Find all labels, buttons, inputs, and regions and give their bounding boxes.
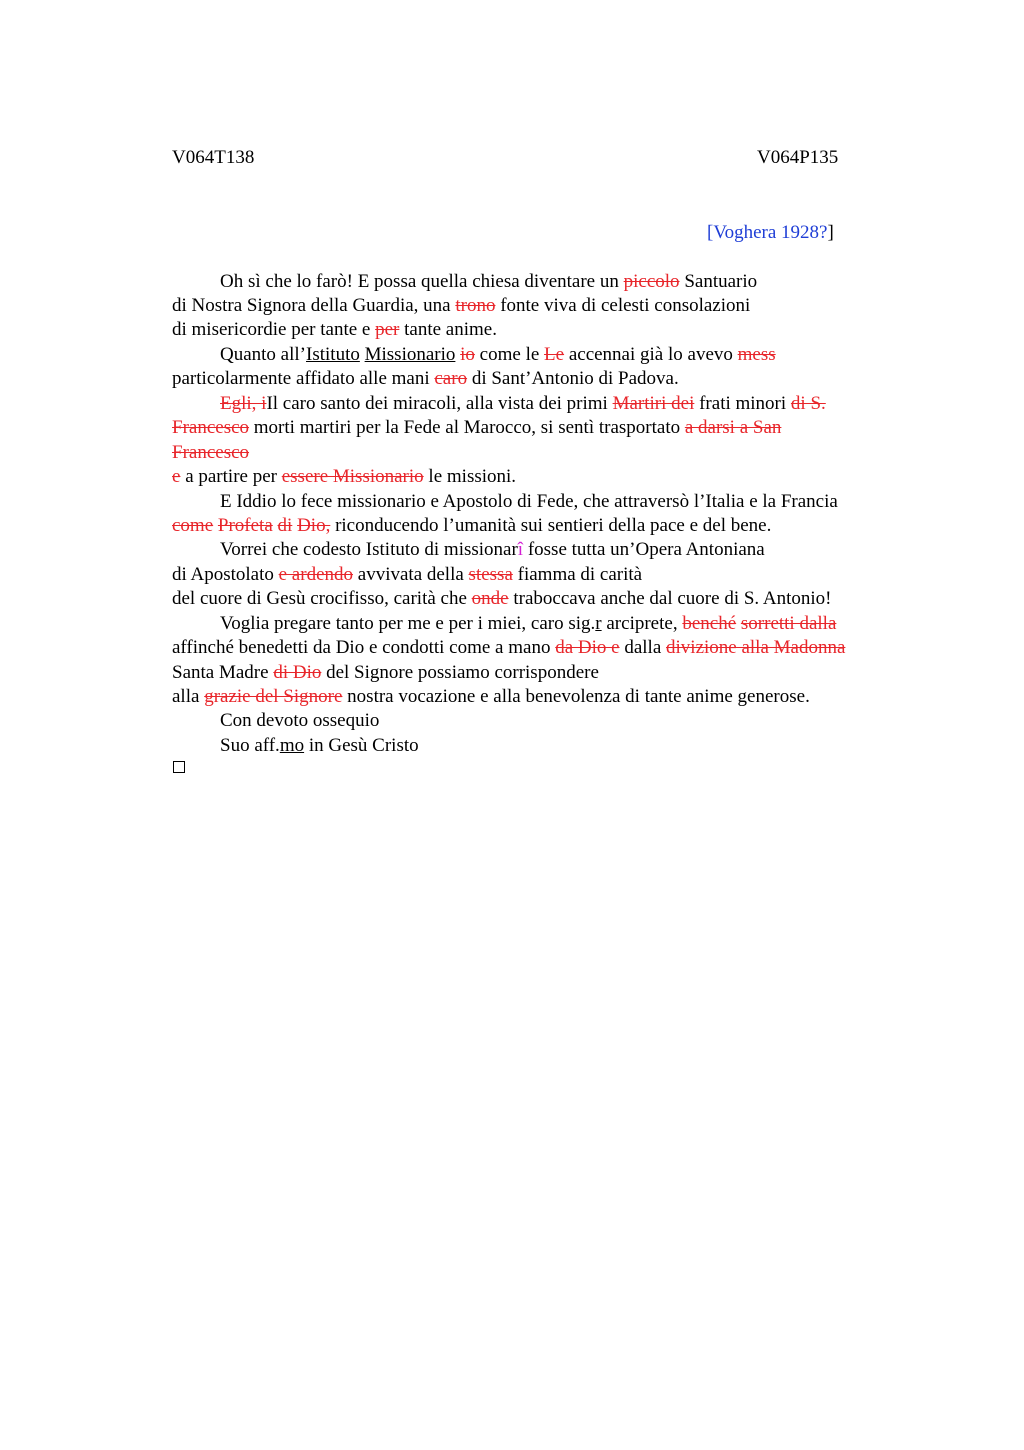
- text-run: fonte viva di celesti consolazioni: [495, 295, 751, 316]
- text-run: fiamma di carità: [512, 564, 643, 585]
- letter-line: [172, 515, 771, 537]
- deleted-text: mess: [737, 344, 776, 365]
- text-run: dalla: [619, 637, 667, 658]
- letter-line: [220, 491, 838, 513]
- text-run: Voglia pregare tanto per me e per i miei, caro sig.: [220, 613, 596, 634]
- dateline: [707, 222, 834, 244]
- document-code-left: V064T138: [172, 147, 255, 168]
- text-run: di misericordie per tante e: [172, 319, 376, 340]
- dateline-bracket-close: ]: [827, 222, 834, 243]
- letter-line: [220, 393, 826, 415]
- letter-line: [172, 637, 845, 659]
- text-run: in Gesù Cristo: [304, 735, 419, 756]
- deleted-text: divizione alla Madonna: [666, 637, 846, 658]
- text-run: Santa Madre: [172, 662, 274, 683]
- text-run: arciprete,: [601, 613, 683, 634]
- text-run: traboccava anche dal cuore di S. Antonio!: [508, 588, 832, 609]
- deleted-text: Francesco: [172, 442, 250, 463]
- text-run: a partire per: [180, 466, 282, 487]
- deleted-text: di: [277, 515, 293, 536]
- text-run: di Nostra Signora della Guardia, una: [172, 295, 456, 316]
- deleted-text: e: [172, 466, 181, 487]
- underlined-text: Missionario: [364, 344, 456, 365]
- letter-line: [172, 442, 249, 464]
- text-run: le missioni.: [423, 466, 517, 487]
- text-run: alla: [172, 686, 205, 707]
- text-run: di Apostolato: [172, 564, 279, 585]
- text-run: di Sant’Antonio di Padova.: [467, 368, 679, 389]
- text-run: nostra vocazione e alla benevolenza di tante anime generose.: [342, 686, 810, 707]
- text-run: come le: [474, 344, 545, 365]
- letter-line: [172, 319, 497, 341]
- deleted-text: Egli, i: [220, 393, 267, 414]
- deleted-text: benché: [682, 613, 737, 634]
- text-run: del cuore di Gesù crocifisso, carità che: [172, 588, 472, 609]
- text-run: Quanto all’: [220, 344, 307, 365]
- text-run: riconducendo l’umanità sui sentieri della pace e del bene.: [330, 515, 772, 536]
- letter-line: [172, 368, 679, 390]
- underlined-text: Istituto: [306, 344, 360, 365]
- text-run: E Iddio lo fece missionario e Apostolo di Fede, che attraversò l’Italia e la Francia: [220, 491, 838, 512]
- letter-line: [172, 588, 831, 610]
- deleted-text: e ardendo: [278, 564, 354, 585]
- deleted-text: onde: [471, 588, 509, 609]
- deleted-text: di S.: [790, 393, 826, 414]
- letter-line: [172, 564, 642, 586]
- deleted-text: io: [460, 344, 475, 365]
- deleted-text: Martiri dei: [612, 393, 695, 414]
- text-run: Con devoto ossequio: [220, 710, 380, 731]
- text-run: fosse tutta un’Opera Antoniana: [523, 539, 765, 560]
- deleted-text: Francesco: [172, 417, 250, 438]
- text-run: particolarmente affidato alle mani: [172, 368, 435, 389]
- underlined-text: r: [595, 613, 602, 634]
- letter-line: [220, 613, 836, 635]
- text-run: accennai già lo avevo: [564, 344, 738, 365]
- text-run: Santuario: [679, 271, 758, 292]
- dateline-bracket-open: [: [707, 222, 714, 243]
- deleted-text: piccolo: [623, 271, 680, 292]
- letter-line: [220, 271, 757, 293]
- inserted-character: î: [517, 539, 524, 560]
- text-run: del Signore possiamo corrispondere: [321, 662, 599, 683]
- letter-line: [172, 295, 750, 317]
- deleted-text: Profeta: [217, 515, 273, 536]
- closing-line: [220, 710, 379, 732]
- letter-line: [172, 686, 810, 708]
- letter-line: [172, 466, 516, 488]
- signature-line: [220, 735, 419, 757]
- deleted-text: stessa: [468, 564, 513, 585]
- deleted-text: a darsi a San: [684, 417, 782, 438]
- text-run: frati minori: [694, 393, 791, 414]
- text-run: avvivata della: [353, 564, 469, 585]
- letter-line: [172, 417, 781, 439]
- text-run: Oh sì che lo farò! E possa quella chiesa diventare un: [220, 271, 624, 292]
- deleted-text: Dio,: [297, 515, 331, 536]
- underlined-text: mo: [279, 735, 305, 756]
- dateline-text: Voghera 1928?: [713, 222, 828, 243]
- deleted-text: di Dio: [273, 662, 322, 683]
- deleted-text: come: [172, 515, 214, 536]
- letter-line: [172, 662, 599, 684]
- document-code-right: V064P135: [757, 147, 839, 168]
- deleted-text: essere Missionario: [281, 466, 424, 487]
- text-run: Il caro santo dei miracoli, alla vista dei primi: [266, 393, 613, 414]
- text-run: Vorrei che codesto Istituto di missionar: [220, 539, 518, 560]
- deleted-text: da Dio e: [555, 637, 620, 658]
- deleted-text: caro: [434, 368, 468, 389]
- deleted-text: sorretti dalla: [740, 613, 837, 634]
- letter-line: [220, 539, 765, 561]
- empty-box-icon: [173, 761, 185, 773]
- deleted-text: per: [375, 319, 400, 340]
- deleted-text: Le: [544, 344, 565, 365]
- text-run: affinché benedetti da Dio e condotti come a mano: [172, 637, 556, 658]
- deleted-text: trono: [455, 295, 496, 316]
- deleted-text: grazie del Signore: [204, 686, 343, 707]
- letter-line: [220, 344, 776, 366]
- text-run: morti martiri per la Fede al Marocco, si sentì trasportato: [249, 417, 685, 438]
- text-run: tante anime.: [399, 319, 497, 340]
- text-run: Suo aff.: [220, 735, 280, 756]
